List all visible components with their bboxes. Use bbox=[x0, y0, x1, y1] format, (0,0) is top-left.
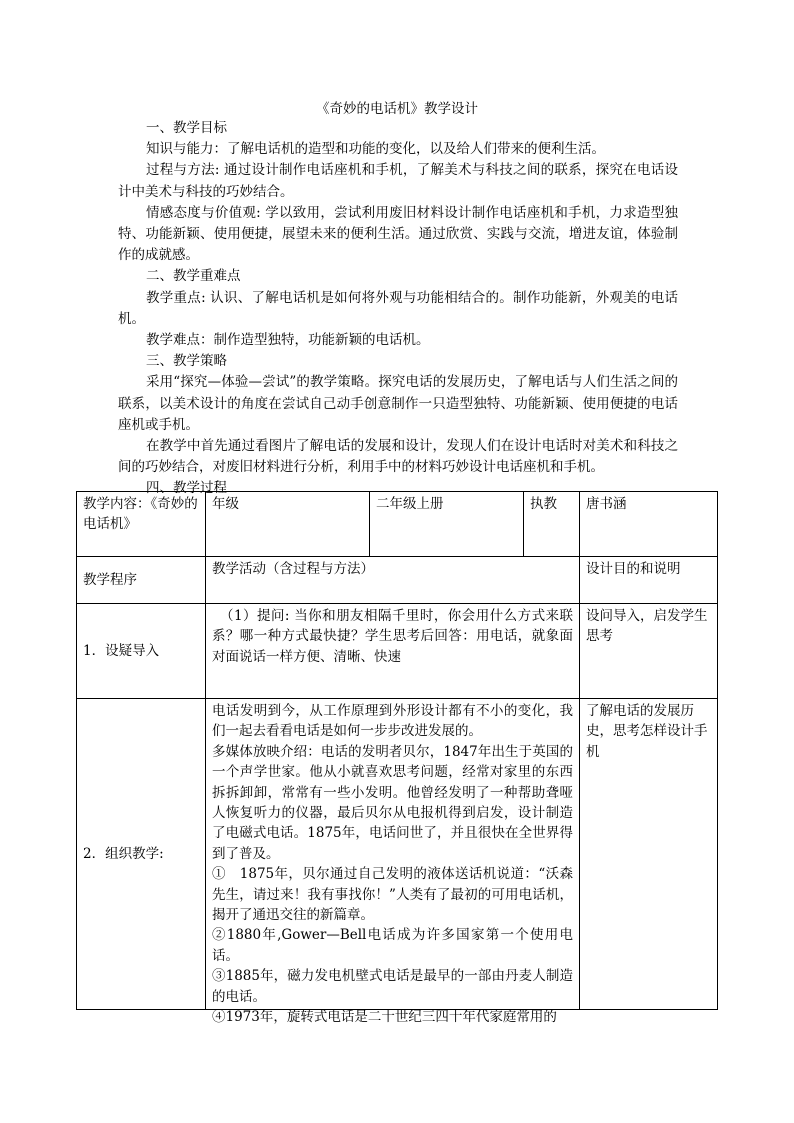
section-heading-key-points: 二、教学重难点 bbox=[146, 268, 241, 285]
content-label-cell: 教学内容：《奇妙的电话机》 bbox=[77, 492, 206, 557]
teacher-value-cell: 唐书涵 bbox=[580, 492, 718, 557]
activity-text: ① 1875年，贝尔通过自己发明的液体送话机说道：“沃森先生，请过来！我有事找你！”人类有了最初的可用电话机，揭开了通迅交往的新篇章。 bbox=[212, 866, 573, 924]
activity-text: 电话发明到今，从工作原理到外形设计都有不小的变化，我们一起去看看电话是如何一步步改进发展的。 bbox=[212, 703, 573, 740]
section-heading-process: 四、教学过程 bbox=[146, 480, 227, 497]
grade-value-cell: 二年级上册 bbox=[370, 492, 524, 557]
paragraph-attitude: 情感态度与价值观: 学以致用，尝试利用废旧材料设计制作电话座机和手机，力求造型独特、功能新颖、使用便捷，展望未来的便利生活。通过欣赏、实践与交流，增进友谊，体验制作的成就感。 bbox=[118, 204, 678, 264]
table-column-header-row bbox=[77, 557, 718, 604]
activity-cell bbox=[206, 699, 580, 1026]
purpose-column-header: 设计目的和说明 bbox=[580, 557, 718, 604]
paragraph-strategy-1: 采用“探究—体验—尝试”的教学策略。探究电话的发展历史，了解电话与人们生活之间的联系，以美术设计的角度在尝试自己动手创意制作一只造型独特、功能新颖、使用便捷的电话座机或手机。 bbox=[118, 374, 678, 433]
procedure-cell: 1．设疑导入 bbox=[77, 604, 206, 699]
section-heading-strategy: 三、教学策略 bbox=[146, 353, 227, 370]
activity-text: ②1880年,Gower—Bell电话成为许多国家第一个使用电话。 bbox=[212, 927, 573, 964]
procedure-cell: 2．组织教学: bbox=[77, 699, 206, 1010]
activity-text: （1）提问: 当你和朋友相隔千里时，你会用什么方式来联系？哪一种方式最快捷？学生思考后回答：用电话，就象面对面说话一样方便、清晰、快速 bbox=[212, 608, 573, 665]
table-header-row bbox=[77, 492, 718, 557]
activity-clip bbox=[212, 701, 573, 1026]
activity-column-header: 教学活动（含过程与方法） bbox=[206, 557, 580, 604]
purpose-cell: 了解电话的发展历史，思考怎样设计手机 bbox=[580, 699, 718, 1010]
purpose-cell: 设问导入，启发学生思考 bbox=[580, 604, 718, 699]
teacher-label-cell: 执教 bbox=[524, 492, 580, 557]
lesson-table bbox=[76, 491, 718, 1026]
document-title: 《奇妙的电话机》教学设计 bbox=[316, 101, 478, 117]
grade-label-cell: 年级 bbox=[206, 492, 370, 557]
activity-cell bbox=[206, 604, 580, 699]
activity-text: 多媒体放映介绍：电话的发明者贝尔，1847年出生于英国的一个声学世家。他从小就喜欢思考问题，经常对家里的东西拆拆卸卸，常常有一些小发明。他曾经发明了一种帮助聋哑人恢复听力的仪器，最后贝尔从电报机得到启发，设计制造了电磁式电话。1875年，电话问世了，并且很快在全世界得到了普及。 bbox=[212, 743, 573, 862]
procedure-column-header: 教学程序 bbox=[77, 557, 206, 604]
document-body bbox=[118, 118, 678, 500]
activity-text: ④1973年，旋转式电话是二十世纪三四十年代家庭常用的 bbox=[212, 1009, 557, 1026]
table-row bbox=[77, 699, 718, 1010]
paragraph-difficulty: 教学难点：制作造型独特，功能新颖的电话机。 bbox=[146, 332, 430, 349]
table-row bbox=[77, 604, 718, 699]
paragraph-knowledge: 知识与能力：了解电话机的造型和功能的变化，以及给人们带来的便利生活。 bbox=[146, 141, 605, 158]
activity-text: ③1885年，磁力发电机壁式电话是最早的一部由丹麦人制造的电话。 bbox=[212, 968, 573, 1005]
section-heading-objectives: 一、教学目标 bbox=[146, 120, 227, 136]
paragraph-key-point: 教学重点: 认识、了解电话机是如何将外观与功能相结合的。制作功能新，外观美的电话机。 bbox=[118, 289, 678, 327]
paragraph-process: 过程与方法: 通过设计制作电话座机和手机，了解美术与科技之间的联系，探究在电话设计中美术与科技的巧妙结合。 bbox=[118, 162, 678, 200]
paragraph-strategy-2: 在教学中首先通过看图片了解电话的发展和设计，发现人们在设计电话时对美术和科技之间的巧妙结合，对废旧材料进行分析，利用手中的材料巧妙设计电话座机和手机。 bbox=[118, 438, 678, 476]
